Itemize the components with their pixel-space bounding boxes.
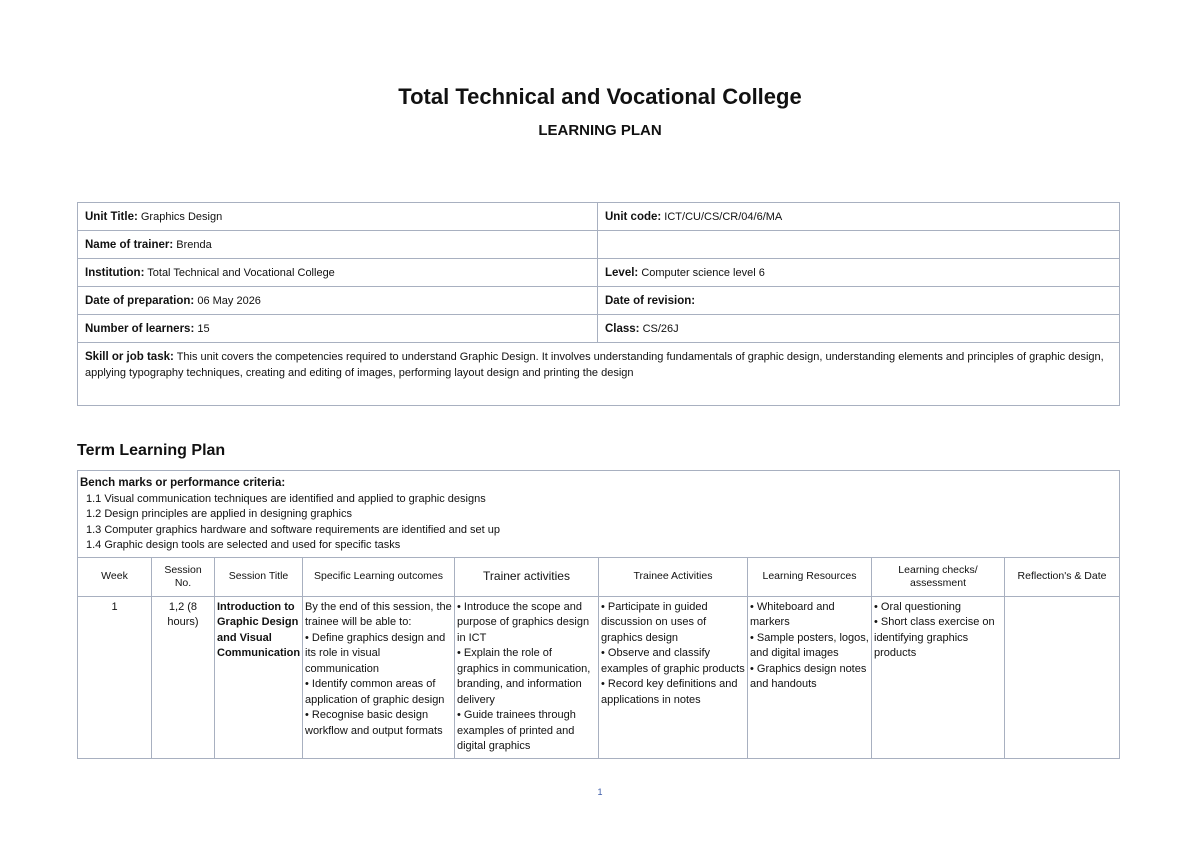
learners-cell (78, 315, 598, 343)
week-cell: 1 (78, 596, 152, 758)
criterion-item: 1.3 Computer graphics hardware and software requirements are identified and set up (86, 523, 500, 536)
trainee-activities-cell (599, 596, 748, 758)
unit-title-cell (78, 203, 598, 231)
criteria-list (80, 492, 1117, 554)
class-cell (598, 315, 1120, 343)
skill-cell (78, 343, 1120, 406)
institution-cell (78, 259, 598, 287)
institution-value: Total Technical and Vocational College (147, 266, 335, 279)
preparation-date-label: Date of preparation: (85, 294, 195, 307)
cell-line: • Participate in guided discussion on uses of graphics design (601, 600, 708, 644)
header-row (78, 557, 1120, 596)
cell-line: • Identify common areas of application of graphic design (305, 678, 445, 706)
revision-date-label: Date of revision: (605, 294, 696, 307)
criterion-item: 1.1 Visual communication techniques are identified and applied to graphic designs (86, 492, 486, 505)
criterion-item: 1.4 Graphic design tools are selected and used for specific tasks (86, 539, 401, 551)
column-header-reflections: Reflection's & Date (1005, 557, 1120, 596)
unit-code-cell (598, 203, 1120, 231)
table-row (78, 596, 1120, 758)
cell-line: • Explain the role of graphics in communication, branding, and information delivery (457, 647, 591, 706)
unit-title-value: Graphics Design (140, 210, 223, 223)
preparation-date-value: 06 May 2026 (197, 294, 261, 307)
column-header-resources: Learning Resources (748, 557, 872, 596)
empty-cell (598, 231, 1120, 259)
cell-line: • Sample posters, logos, and digital images (750, 631, 869, 659)
benchmarks-cell (78, 471, 1120, 558)
learners-label: Number of learners: (85, 322, 195, 335)
cell-line: By the end of this session, the trainee will be able to: (305, 600, 452, 628)
benchmarks-title: Bench marks or performance criteria: (80, 477, 286, 489)
column-header-session-title: Session Title (215, 557, 303, 596)
institution-label: Institution: (85, 266, 145, 279)
criterion-item: 1.2 Design principles are applied in designing graphics (86, 508, 352, 520)
resources-cell (748, 596, 872, 758)
cell-line: • Guide trainees through examples of printed and digital graphics (457, 709, 576, 752)
session-title-cell: Introduction to Graphic Design and Visual Communication (215, 596, 303, 758)
class-label: Class: (605, 322, 640, 335)
cell-line: • Whiteboard and markers (750, 600, 835, 628)
cell-line: • Introduce the scope and purpose of graphics design in ICT (457, 600, 590, 644)
class-value: CS/26J (642, 322, 679, 335)
level-value: Computer science level 6 (641, 266, 765, 279)
cell-line: • Oral questioning (874, 600, 962, 613)
column-header-session-no: Session No. (152, 557, 215, 596)
cell-line: • Record key definitions and applications in notes (601, 678, 738, 706)
revision-date-cell (598, 287, 1120, 315)
trainer-activities-cell (455, 596, 599, 758)
level-cell (598, 259, 1120, 287)
session-no-cell: 1,2 (8 hours) (152, 596, 215, 758)
column-header-trainee-activities: Trainee Activities (599, 557, 748, 596)
column-header-outcomes: Specific Learning outcomes (303, 557, 455, 596)
cell-line: • Graphics design notes and handouts (750, 662, 867, 690)
cell-line: • Define graphics design and its role in visual communication (305, 631, 446, 675)
column-header-week: Week (78, 557, 152, 596)
cell-line: • Short class exercise on identifying graphics products (874, 616, 995, 659)
reflections-cell (1005, 596, 1120, 758)
learners-value: 15 (197, 322, 210, 335)
preparation-date-cell (78, 287, 598, 315)
column-header-checks: Learning checks/ assessment (872, 557, 1005, 596)
checks-cell (872, 596, 1005, 758)
college-title: Total Technical and Vocational College (398, 84, 802, 109)
term-plan-table (77, 470, 1120, 759)
outcomes-cell (303, 596, 455, 758)
skill-value: This unit covers the competencies required to understand Graphic Design. It involves understanding fundamentals of graphic design, understanding elements and principles of graphic design, applying typography techniques, creating and editing of images, performing layout design and printing the design (85, 351, 1104, 379)
column-header-trainer-activities: Trainer activities (455, 557, 599, 596)
trainer-value: Brenda (176, 238, 212, 251)
cell-line: • Observe and classify examples of graphic products (601, 647, 745, 675)
trainer-label: Name of trainer: (85, 238, 174, 251)
level-label: Level: (605, 266, 639, 279)
unit-title-label: Unit Title: (85, 210, 138, 223)
unit-info-table (77, 202, 1120, 406)
document-title: LEARNING PLAN (538, 122, 662, 139)
unit-code-label: Unit code: (605, 210, 662, 223)
skill-label: Skill or job task: (85, 351, 174, 363)
trainer-cell (78, 231, 598, 259)
term-plan-heading: Term Learning Plan (77, 442, 226, 459)
page-number: 1 (597, 787, 603, 797)
cell-line: • Recognise basic design workflow and output formats (305, 709, 443, 737)
unit-code-value: ICT/CU/CS/CR/04/6/MA (664, 210, 783, 223)
